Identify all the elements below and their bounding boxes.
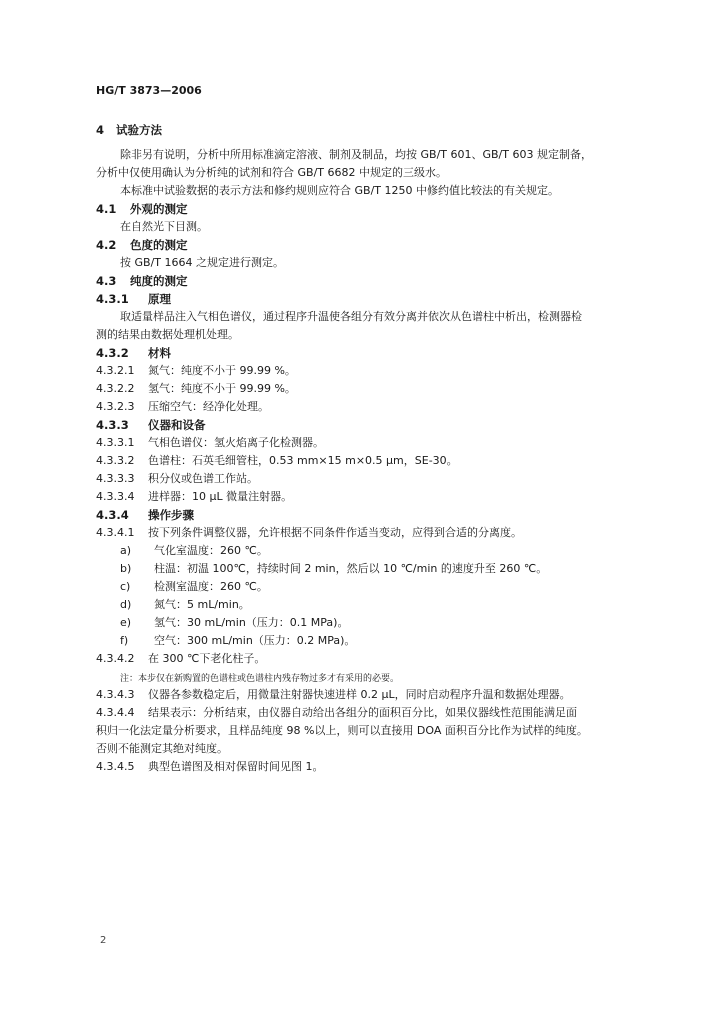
clause-number: 4.3.4.4 (96, 706, 135, 719)
condition-key: d) (120, 598, 132, 611)
condition-text: 检测室温度：260 ℃。 (154, 580, 268, 593)
section-title: 纯度的测定 (130, 274, 188, 288)
clause-text: 结果表示：分析结束，由仪器自动给出各组分的面积百分比，如果仪器线性范围能满足面 (148, 706, 577, 719)
section-title: 仪器和设备 (148, 418, 206, 432)
section-number: 4.2 (96, 238, 117, 252)
section-title: 原理 (148, 292, 171, 306)
condition-text: 氮气：5 mL/min。 (154, 598, 250, 611)
clause-text: 氮气：纯度不小于 99.99 %。 (148, 364, 296, 377)
section-4-1-body: 在自然光下目测。 (120, 220, 208, 233)
note-text: 注：本步仅在新购置的色谱柱或色谱柱内残存物过多才有采用的必要。 (120, 674, 400, 684)
condition-key: f) (120, 634, 129, 647)
clause-4-3-3-1 (96, 436, 324, 450)
clause-4-3-3-4 (96, 490, 292, 504)
section-4-3-1-heading (96, 292, 171, 306)
condition-key: b) (120, 562, 132, 575)
condition-text: 柱温：初温 100℃，持续时间 2 min，然后以 10 ℃/min 的速度升至 260 ℃。 (154, 562, 548, 575)
section-4-2-heading (96, 238, 188, 252)
section-number: 4 (96, 123, 105, 137)
section-4-1-heading (96, 202, 188, 216)
clause-text: 气相色谱仪：氢火焰离子化检测器。 (148, 436, 324, 449)
section-number: 4.3 (96, 274, 117, 288)
clause-text: 典型色谱图及相对保留时间见图 1。 (148, 760, 324, 773)
clause-text: 氢气：纯度不小于 99.99 %。 (148, 382, 296, 395)
condition-key: c) (120, 580, 131, 593)
condition-c (120, 580, 268, 594)
clause-4-3-3-3 (96, 472, 258, 486)
section-number: 4.1 (96, 202, 117, 216)
clause-4-3-2-2 (96, 382, 296, 396)
clause-number: 4.3.2.2 (96, 382, 135, 395)
clause-number: 4.3.3.1 (96, 436, 135, 449)
section-4-3-2-heading (96, 346, 171, 360)
clause-4-3-2-3 (96, 400, 269, 414)
clause-4-3-3-2 (96, 454, 458, 468)
clause-text: 色谱柱：石英毛细管柱，0.53 mm×15 m×0.5 μm，SE-30。 (148, 454, 458, 467)
document-id: HG/T 3873—2006 (96, 84, 202, 97)
clause-text: 在 300 ℃下老化柱子。 (148, 652, 266, 665)
section-title: 外观的测定 (130, 202, 188, 216)
section-number: 4.3.2 (96, 346, 129, 360)
intro-paragraph-1b: 分析中仅使用确认为分析纯的试剂和符合 GB/T 6682 中规定的三级水。 (96, 166, 447, 179)
page-number: 2 (100, 935, 107, 946)
condition-text: 氢气：30 mL/min（压力：0.1 MPa)。 (154, 616, 349, 629)
section-title: 试验方法 (116, 123, 163, 137)
condition-key: a) (120, 544, 132, 557)
clause-number: 4.3.2.1 (96, 364, 135, 377)
clause-4-3-4-4-cont-1: 积归一化法定量分析要求，且样品纯度 98 %以上，则可以直接用 DOA 面积百分比作为试样的纯度。 (96, 724, 588, 737)
clause-4-3-4-2 (96, 652, 265, 666)
intro-paragraph-2: 本标准中试验数据的表示方法和修约规则应符合 GB/T 1250 中修约值比较法的有关规定。 (120, 184, 559, 197)
condition-text: 空气：300 mL/min（压力：0.2 MPa)。 (154, 634, 356, 647)
condition-e (120, 616, 348, 630)
clause-text: 进样器：10 μL 微量注射器。 (148, 490, 293, 503)
condition-d (120, 598, 250, 612)
clause-4-3-4-4-cont-2: 否则不能测定其绝对纯度。 (96, 742, 228, 755)
section-title: 色度的测定 (130, 238, 188, 252)
clause-number: 4.3.3.4 (96, 490, 135, 503)
condition-f (120, 634, 355, 648)
section-4-3-4-heading (96, 508, 194, 522)
clause-number: 4.3.4.1 (96, 526, 135, 539)
clause-4-3-4-3 (96, 688, 571, 702)
section-4-heading (96, 123, 162, 137)
clause-4-3-4-1 (96, 526, 522, 540)
section-number: 4.3.4 (96, 508, 129, 522)
section-4-3-1-body-b: 测的结果由数据处理机处理。 (96, 328, 239, 341)
intro-paragraph-1a: 除非另有说明，分析中所用标准滴定溶液、制剂及制品，均按 GB/T 601、GB/T 603 规定制备， (120, 148, 592, 161)
condition-key: e) (120, 616, 132, 629)
section-number: 4.3.3 (96, 418, 129, 432)
section-number: 4.3.1 (96, 292, 129, 306)
clause-text: 积分仪或色谱工作站。 (148, 472, 258, 485)
clause-text: 压缩空气：经净化处理。 (148, 400, 269, 413)
section-4-3-1-body-a: 取适量样品注入气相色谱仪，通过程序升温使各组分有效分离并依次从色谱柱中析出，检测器检 (120, 310, 582, 323)
clause-number: 4.3.4.2 (96, 652, 135, 665)
section-4-3-heading (96, 274, 188, 288)
condition-a (120, 544, 268, 558)
clause-text: 仪器各参数稳定后，用微量注射器快速进样 0.2 μL，同时启动程序升温和数据处理器。 (148, 688, 571, 701)
condition-text: 气化室温度：260 ℃。 (154, 544, 268, 557)
section-4-3-3-heading (96, 418, 206, 432)
clause-4-3-2-1 (96, 364, 296, 378)
section-title: 材料 (148, 346, 171, 360)
clause-text: 按下列条件调整仪器，允许根据不同条件作适当变动，应得到合适的分离度。 (148, 526, 522, 539)
condition-b (120, 562, 547, 576)
clause-4-3-4-4 (96, 706, 577, 720)
clause-number: 4.3.3.3 (96, 472, 135, 485)
section-4-2-body: 按 GB/T 1664 之规定进行测定。 (120, 256, 284, 269)
clause-number: 4.3.2.3 (96, 400, 135, 413)
section-title: 操作步骤 (148, 508, 194, 522)
clause-number: 4.3.4.3 (96, 688, 135, 701)
clause-number: 4.3.3.2 (96, 454, 135, 467)
clause-number: 4.3.4.5 (96, 760, 135, 773)
clause-4-3-4-5 (96, 760, 324, 774)
